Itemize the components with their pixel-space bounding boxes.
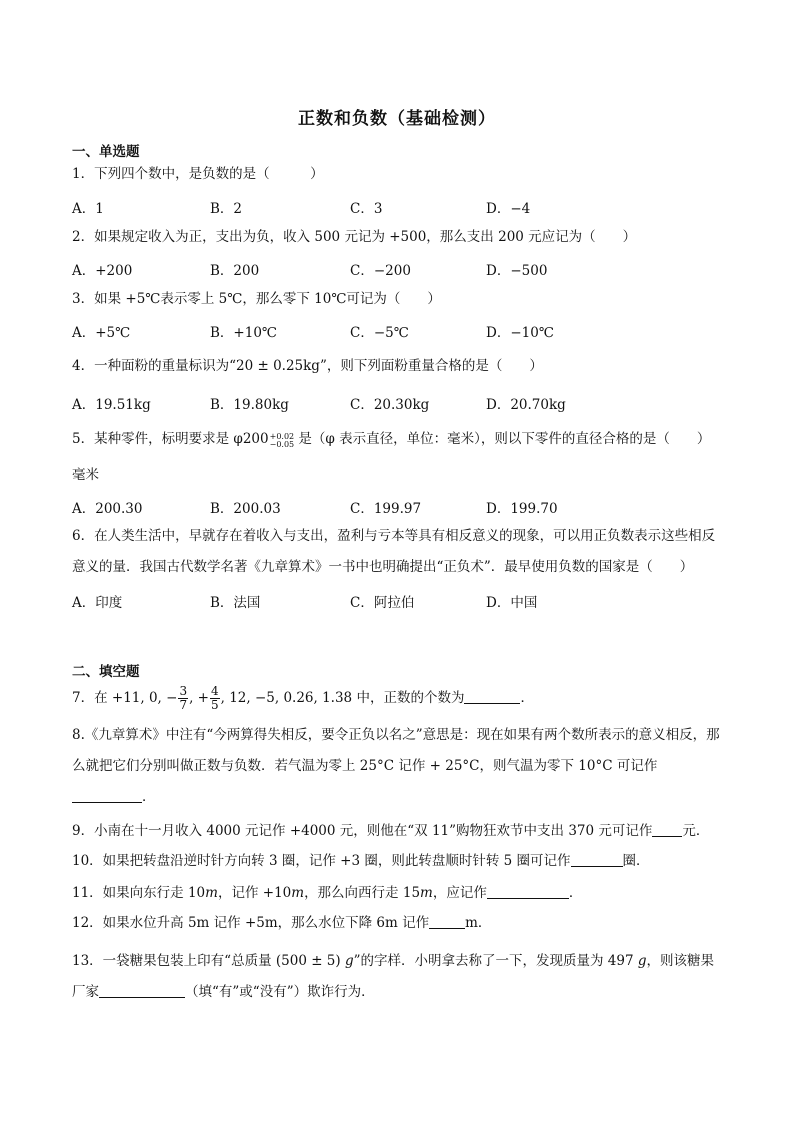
question-11-text-1: 11．如果向东行走 10 [72, 885, 206, 901]
question-4-text-end: ”，则下列面粉重量合格的是（ ） [319, 358, 543, 374]
question-8 [72, 720, 724, 813]
option-c[interactable]: C．阿拉伯 [350, 595, 415, 611]
option-a[interactable]: A．19.51kg [72, 397, 151, 413]
option-d[interactable]: D．199.70 [486, 501, 558, 517]
answer-blank[interactable] [571, 852, 623, 867]
question-4 [72, 357, 732, 375]
question-11-text-3: ，那么向西行走 15 [304, 885, 421, 901]
question-1-options [72, 197, 732, 215]
question-2: 2．如果规定收入为正，支出为负，收入 500 元记为 +500，那么支出 200 元应记为（ ） [72, 229, 637, 245]
question-11-period: ． [568, 885, 583, 901]
question-7-text-start: 7．在 +11, 0, − [72, 690, 178, 706]
question-13-text-4: （填“有”或“没有”）欺诈行为． [185, 984, 375, 1000]
question-7-text-mid: , + [189, 690, 209, 706]
question-11 [72, 884, 732, 902]
question-4-text-start: 4．一种面粉的重量标识为“ [72, 358, 236, 374]
question-5-text-end: 是（φ 表示直径，单位：毫米），则以下零件的直径合格的是（ ） [294, 431, 711, 447]
question-12 [72, 914, 732, 932]
question-7-period: ． [520, 690, 534, 706]
question-12-unit: m． [465, 915, 492, 931]
question-8-period: ． [142, 789, 156, 805]
answer-blank[interactable] [652, 822, 682, 837]
option-d[interactable]: D．20.70kg [486, 397, 566, 413]
option-a[interactable]: A．印度 [72, 595, 123, 611]
question-5-options [72, 497, 732, 515]
question-12-text: 12．如果水位升高 5m 记作 +5m，那么水位下降 6m 记作 [72, 915, 430, 931]
question-7-text-end: , 12, −5, 0.26, 1.38 中，正数的个数为 [220, 690, 465, 706]
question-13-text-3: ，则该糖果厂家 [72, 953, 715, 1000]
question-9-unit: 元． [682, 823, 710, 839]
answer-blank[interactable] [487, 884, 569, 899]
answer-blank[interactable] [99, 983, 185, 998]
option-b[interactable]: B．法国 [210, 595, 261, 611]
option-b[interactable]: B．2 [210, 201, 243, 217]
question-8-text: 8.《九章算术》中注有“今两算得失相反，要令正负以名之”意思是：现在如果有两个数所表示的意义相反，那么就把它们分别叫做正数与负数．若气温为零上 25°C 记作 + 25°C，则气温为零下 10°C 可记作 [72, 727, 720, 774]
section-heading-single-choice: 一、单选题 [72, 144, 140, 160]
unit-g: g [637, 953, 647, 969]
question-5 [72, 430, 732, 449]
fraction-4-5 [210, 685, 220, 712]
option-c[interactable]: C．−5℃ [350, 325, 409, 341]
question-13-text-2: ”的字样．小明拿去称了一下，发现质量为 497 [353, 953, 638, 969]
page-title: 正数和负数（基础检测） [298, 109, 496, 129]
option-a[interactable]: A．+200 [72, 263, 133, 279]
tolerance [270, 433, 295, 449]
option-b[interactable]: B．200 [210, 263, 260, 279]
option-d[interactable]: D．中国 [486, 595, 538, 611]
tolerance-lower: −0.05 [269, 440, 295, 449]
question-3-options [72, 321, 732, 339]
answer-blank[interactable] [464, 689, 520, 704]
question-1: 1．下列四个数中，是负数的是（ ） [72, 166, 324, 182]
question-7 [72, 680, 732, 716]
question-3: 3．如果 +5℃表示零上 5℃，那么零下 10℃可记为（ ） [72, 291, 441, 307]
option-b[interactable]: B．200.03 [210, 501, 281, 517]
numerator: 3 [179, 684, 188, 698]
unit-g: g [344, 953, 354, 969]
option-a[interactable]: A．1 [72, 201, 104, 217]
denominator: 5 [210, 698, 219, 712]
question-10-unit: 圈． [622, 853, 650, 869]
numerator: 4 [210, 684, 219, 698]
question-6: 6．在人类生活中，早就存在着收入与支出，盈利与亏本等具有相反意义的现象，可以用正负数表示这些相反意义的量．我国古代数学名著《九章算术》一书中也明确提出“正负术”．最早使用负数的国家是（ ） [72, 528, 716, 575]
option-c[interactable]: C．20.30kg [350, 397, 430, 413]
tolerance-upper: +0.02 [269, 432, 295, 441]
question-13 [72, 946, 724, 1008]
option-d[interactable]: D．−10℃ [486, 325, 554, 341]
question-5-line2: 毫米 [72, 467, 99, 483]
weight-label: 20 ± 0.25kg [236, 358, 320, 374]
option-c[interactable]: C．199.97 [350, 501, 422, 517]
denominator: 7 [179, 698, 188, 712]
answer-blank[interactable] [72, 788, 142, 803]
section-heading-fill-blank: 二、填空题 [72, 664, 140, 680]
option-d[interactable]: D．−4 [486, 201, 531, 217]
question-10-text: 10．如果把转盘沿逆时针方向转 3 圈，记作 +3 圈，则此转盘顺时针转 5 圈可记作 [72, 853, 571, 869]
unit-m: m [291, 885, 305, 901]
question-10 [72, 852, 732, 870]
option-a[interactable]: A．+5℃ [72, 325, 131, 341]
question-13-text-1: 13．一袋糖果包装上印有“总质量 (500 ± 5) [72, 953, 345, 969]
question-2-options [72, 259, 732, 277]
option-d[interactable]: D．−500 [486, 263, 548, 279]
question-9-text: 9．小南在十一月收入 4000 元记作 +4000 元，则他在“双 11”购物狂欢节中支出 370 元可记作 [72, 823, 653, 839]
unit-m: m [205, 885, 218, 901]
option-a[interactable]: A．200.30 [72, 501, 143, 517]
unit-m: m [420, 885, 433, 901]
question-4-options [72, 393, 732, 411]
answer-blank[interactable] [429, 914, 465, 929]
question-6-options [72, 591, 732, 609]
question-11-text-4: ，应记作 [432, 885, 487, 901]
option-c[interactable]: C．3 [350, 201, 383, 217]
option-b[interactable]: B．19.80kg [210, 397, 289, 413]
question-5-text-start: 5．某种零件，标明要求是 φ200 [72, 431, 269, 447]
question-9 [72, 822, 732, 840]
option-b[interactable]: B．+10℃ [210, 325, 278, 341]
option-c[interactable]: C．−200 [350, 263, 411, 279]
question-11-text-2: ，记作 +10 [217, 885, 292, 901]
fraction-3-7 [178, 685, 188, 712]
